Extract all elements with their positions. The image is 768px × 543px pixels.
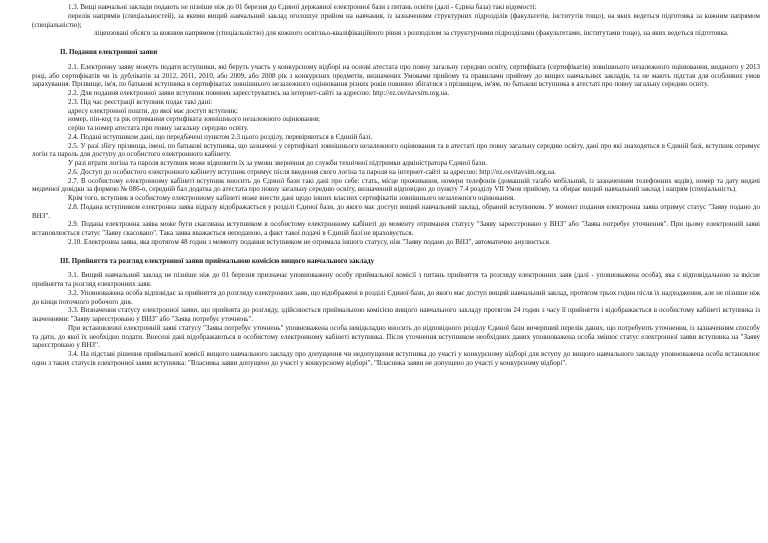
section-3-paragraph: 3.2. Уповноважена особа відповідає за прийняття до розгляду електронних заяв, що відображені в розділі Єдиної бази, до якого має доступ вищий навчальний заклад, протягом трьох годин після їх надходження, але не пізніше ніж до кінця поточного робочого дня. bbox=[32, 288, 760, 306]
section-2-paragraph: 2.10. Електронна заява, яка протягом 48 годин з моменту подання вступником не отримала іншого статусу, ніж "Заяву подано до ВНЗ", автоматично анулюється. bbox=[68, 237, 551, 246]
section-2-paragraph: номер, пін-код та рік отримання сертифіката зовнішнього незалежного оцінювання; bbox=[68, 115, 320, 124]
section-3-paragraph: 3.1. Вищий навчальний заклад не пізніше ніж до 01 березня призначає уповноважену особу приймальної комісії з питань прийняття та розгляду електронних заяв (далі - уповноважена особа), яка є відповідальною за якісне прийняття та розгляд електронних заяв. bbox=[32, 271, 760, 288]
section-2-paragraph: 2.2. Для подання електронної заяви вступник повинен зареєструватись на інтернет-сайті за адресою: http://ez.osvitavsim.org.ua. bbox=[68, 89, 450, 97]
top-paragraph-1: 1.3. Вищі навчальні заклади подають не пізніше ніж до 01 березня до Єдиної державної електронної бази з питань освіти (далі - Єдина база) такі відомості: bbox=[68, 3, 537, 11]
section-3-heading: III. Прийняття та розгляд електронної заяви приймальною комісією вищого навчального закладу bbox=[60, 256, 375, 265]
section-2-heading: II. Подання електронної заяви bbox=[60, 48, 158, 56]
section-2-paragraph: У разі втрати логіна та пароля вступник може відновити їх за умови звернення до служби технічної підтримки адміністратора Єдиної бази. bbox=[68, 159, 487, 167]
section-2-paragraph: серію та номер атестата про повну загальну середню освіту. bbox=[68, 124, 249, 132]
section-2-paragraph: Крім того, вступник в особистому електронному кабінеті може внести дані щодо інших власних сертифікатів зовнішнього незалежного оцінювання. bbox=[68, 194, 516, 202]
section-3-paragraph: 3.4. На підставі рішення приймальної комісії вищого навчального закладу про допущення чи недопущення вступника до участі у конкурсному відборі для вступу до вищого навчального закладу уповноважена особа встановлює один з таких статусів електронної заяви вступника: "Власника заяви допущено до участі у конкурсному відборі", "Власника заяви не допущено до участі у конкурсному відборі". bbox=[32, 350, 760, 367]
section-2-paragraph: 2.7. В особистому електронному кабінеті вступник вносить до Єдиної бази такі дані про себе: стать, місце проживання, номери телефонів (домашній та/або мобільний, із зазначенням телефонних кодів), номер та дату видачі медичної довідки за формою № 086-о, середній бал додатка до атестата про повну загальну середню освіту, визначений відповідно до пункту 7.4 розділу VII Умов прийому, та обирає вищий навчальний заклад і напрям (спеціальність). bbox=[32, 176, 760, 194]
section-2-paragraph: 2.6. Доступ до особистого електронного кабінету вступник отримує після введення свого логіна та пароля на інтернет-сайті за адресою: http://ez.osvitavsim.org.ua. bbox=[68, 167, 556, 176]
top-paragraph-3: ліцензовані обсяги за кожним напрямом (спеціальністю) для кожного освітньо-кваліфікаційного рівня з розподілом за структурними підрозділами (факультетами, інститутами тощо), на яких ведеться підготовка. bbox=[94, 29, 729, 38]
section-3-paragraph: При встановленні електронній заяві статусу "Заява потребує уточнень" уповноважена особа невідкладно вносить до відповідного розділу Єдиної бази вичерпний перелік даних, що потребують уточнення, із зазначенням способу та дати, до якої їх необхідно подати. Внесені дані відображаються в особистому електронному кабінеті вступника. Після уточнення вступником необхідних даних уповноважена особа змінює статус електронної заяви вступника на "Заяву зареєстровано у ВНЗ". bbox=[32, 323, 760, 350]
section-2-paragraph: адресу електронної пошти, до якої має доступ вступник; bbox=[68, 106, 238, 115]
section-2-paragraph: 2.5. У разі збігу прізвища, імені, по батькові вступника, що зазначені у сертифікаті зовнішнього незалежного оцінювання та в атестаті про повну загальну середню освіту, дані про які знаходяться в Єдиній базі, вступник отримує логін та пароль для доступу до особистого електронного кабінету. bbox=[32, 141, 760, 159]
section-2-paragraph: 2.1. Електронну заяву можуть подати вступники, які беруть участь у конкурсному відборі на основі атестата про повну загальну середню освіту, сертифіката (сертифікатів) зовнішнього незалежного оцінювання, виданого у 2013 році, або сертифікатів чи їх дублікатів за 2012, 2011, 2010, або 2009, або 2008 рік з конкурсних предметів, визначених Умовами прийому та правилами прийому до вищих навчальних закладів, та не мають підстав для особливих умов зарахування. Прізвище, ім'я, по батькові вступника в сертифікатах зовнішнього незалежного оцінювання різних років повинно збігатися з прізвищем, ім'ям, по батькові вступника в атестаті про повну загальну середню освіту. bbox=[32, 62, 760, 89]
top-paragraph-2: перелік напрямів (спеціальностей), за якими вищий навчальний заклад оголошує прийом на навчання, із зазначенням структурних підрозділів (факультетів, інститутів тощо), на яких ведеться підготовка за кожним напрямом (спеціальністю); bbox=[32, 11, 760, 29]
section-2-paragraph: 2.8. Подана вступником електронна заява відразу відображається у розділі Єдиної бази, до якого має доступ вищий навчальний заклад, обраний вступником. У момент подання електронна заява отримує статус "Заяву подано до ВНЗ". bbox=[32, 202, 760, 220]
section-2-paragraph: 2.9. Подана електронна заява може бути скасована вступником в особистому електронному кабінеті до моменту отримання статусу "Заяву зареєстровано у ВНЗ" або "Заява потребує уточнення". При цьому електронній заяві встановлюється статус "Заяву скасовано". Така заява вважається неподаною, а факт такої подачі в Єдиній базі не враховується. bbox=[32, 220, 760, 237]
section-2-paragraph: 2.3. Під час реєстрації вступник подає такі дані: bbox=[68, 97, 213, 106]
section-3-paragraph: 3.3. Визначення статусу електронної заяви, що прийнята до розгляду, здійснюється приймальною комісією вищого навчального закладу протягом 24 годин з часу її прийняття і відображається в особистому кабінеті вступника із значеннями: "Заяву зареєстровано у ВНЗ" або "Заява потребує уточнень". bbox=[32, 306, 760, 323]
section-2-paragraph: 2.4. Подані вступником дані, що передбачені пунктом 2.3 цього розділу, перевіряються в Єдиній базі. bbox=[68, 132, 373, 141]
